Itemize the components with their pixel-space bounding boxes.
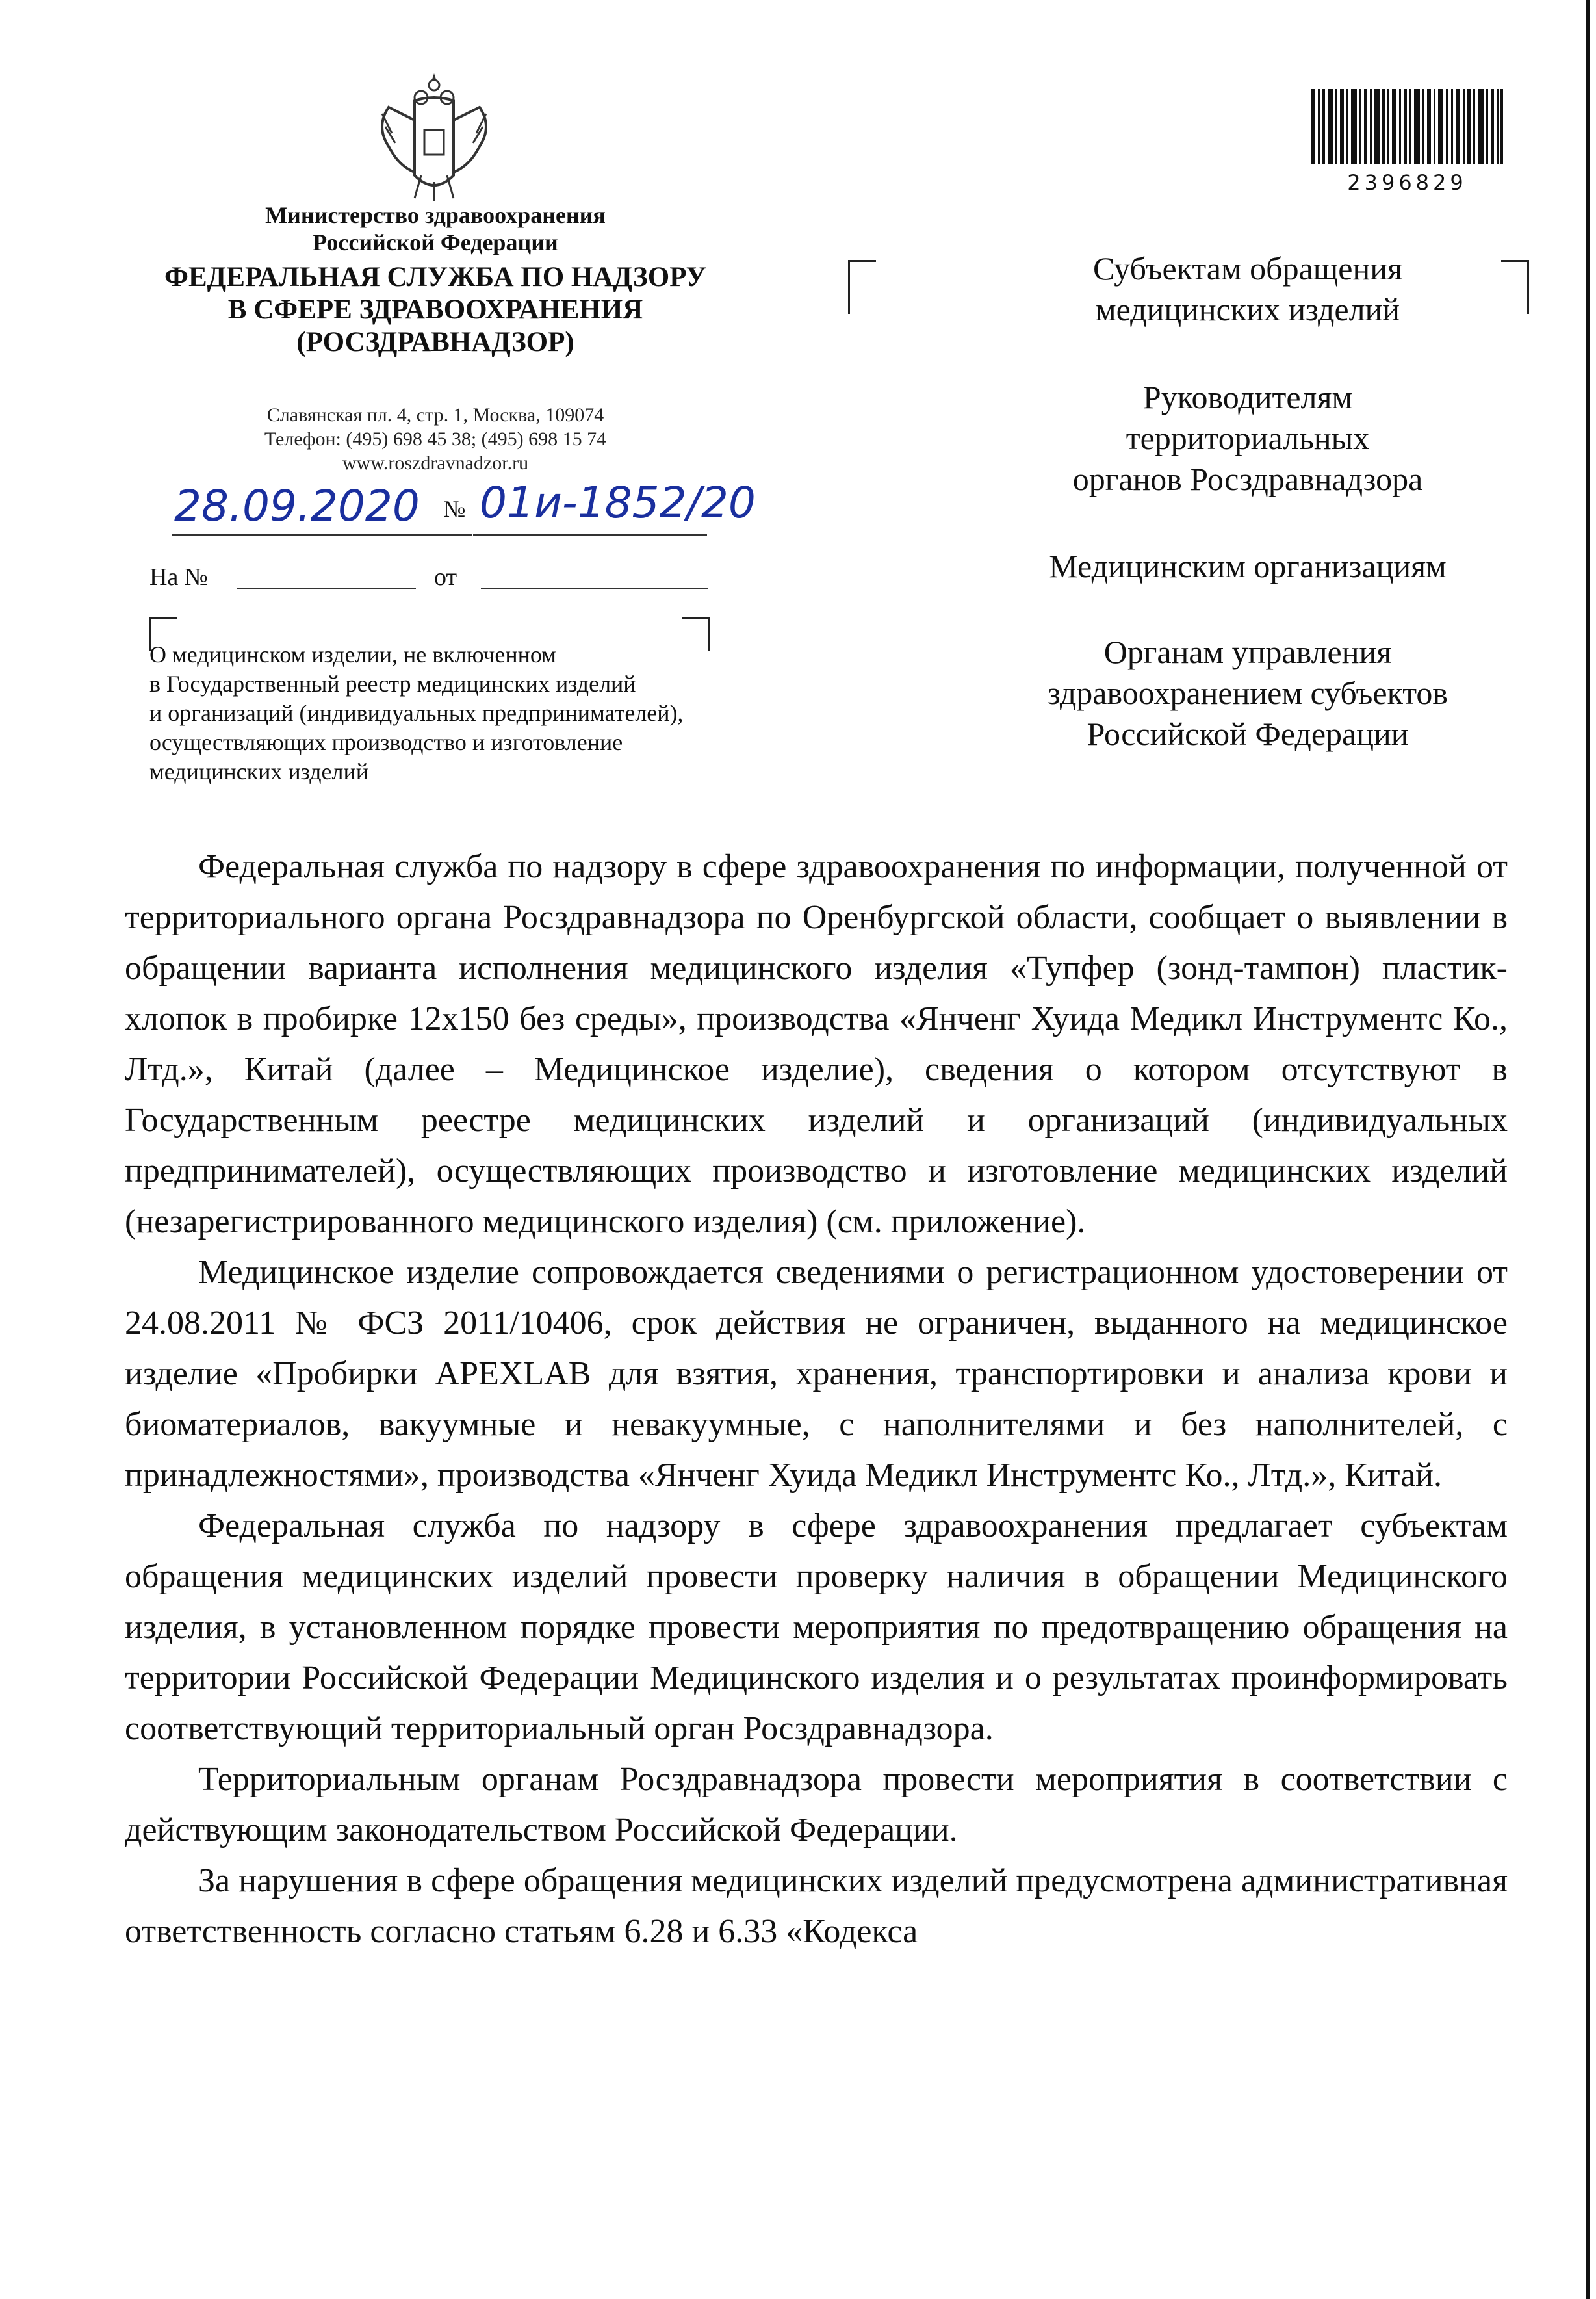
reply-date-blank: [481, 588, 708, 589]
ministry-line-2: Российской Федерации: [313, 229, 558, 255]
number-sign: №: [443, 496, 466, 522]
recipient-4-line-1: Органам управления: [1103, 634, 1392, 670]
ministry-line-1: Министерство здравоохранения: [265, 202, 606, 228]
reply-number-blank: [237, 588, 416, 589]
subject-line-3: и организаций (индивидуальных предпринимателей),: [149, 700, 684, 726]
recipient-1-line-2: медицинских изделий: [1095, 291, 1400, 328]
body-paragraph-4: Территориальным органам Росздравнадзора провести мероприятия в соответствии с действующим законодательством Российской Федерации.: [125, 1761, 1508, 1849]
recipient-medical-orgs: [910, 546, 1586, 587]
address-block: [156, 403, 715, 475]
service-name: [156, 261, 715, 359]
barcode-number: 2396829: [1347, 170, 1467, 195]
address-line: Славянская пл. 4, стр. 1, Москва, 109074: [266, 404, 604, 426]
letter-subject: [149, 640, 734, 786]
service-line-1: ФЕДЕРАЛЬНАЯ СЛУЖБА ПО НАДЗОРУ: [164, 262, 706, 292]
service-line-3: (РОСЗДРАВНАДЗОР): [296, 327, 574, 357]
recipient-2-line-3: органов Росздравнадзора: [1072, 461, 1423, 497]
handwritten-date: 28.09.2020: [174, 481, 420, 531]
recipient-4-line-3: Российской Федерации: [1087, 716, 1409, 752]
coat-of-arms-emblem: [369, 68, 499, 205]
recipient-corner-left: [848, 260, 876, 314]
ministry-name: [156, 201, 715, 256]
website-line: www.roszdravnadzor.ru: [342, 452, 529, 474]
recipient-4-line-2: здравоохранением субъектов: [1047, 675, 1448, 711]
subject-line-1: О медицинском изделии, не включенном: [149, 642, 556, 668]
recipient-territorial-heads: [910, 377, 1586, 500]
service-line-2: В СФЕРЕ ЗДРАВООХРАНЕНИЯ: [227, 294, 643, 325]
subject-line-2: в Государственный реестр медицинских изделий: [149, 671, 636, 697]
phone-line: Телефон: (495) 698 45 38; (495) 698 15 74: [264, 428, 607, 450]
body-paragraph-2: Медицинское изделие сопровождается сведениями о регистрационном удостоверении от 24.08.2011 № ФСЗ 2011/10406, срок действия не ограничен, выданного на медицинское изделие «Пробирки APEXLAB для взятия, хранения, транспортировки и анализа крови и биоматериалов, вакуумные и невакуумные, с наполнителями и без наполнителей, с принадлежностями», производства «Янченг Хуида Медикл Инструментс Ко., Лтд.», Китай.: [125, 1254, 1508, 1494]
recipient-3-line-1: Медицинским организациям: [1049, 548, 1447, 584]
recipient-health-authorities: [910, 632, 1586, 755]
recipient-2-line-1: Руководителям: [1142, 379, 1353, 415]
reply-prefix: На №: [149, 564, 209, 591]
recipient-subjects: [910, 248, 1586, 330]
letter-body: [125, 842, 1508, 1957]
scan-edge: [1586, 0, 1590, 2299]
subject-line-4: осуществляющих производство и изготовление: [149, 729, 623, 755]
body-paragraph-1: Федеральная служба по надзору в сфере здравоохранения по информации, полученной от территориального органа Росздравнадзора по Оренбургской области, сообщает о выявлении в обращении варианта исполнения медицинского изделия «Тупфер (зонд-тампон) пластик-хлопок в пробирке 12х150 без среды», производства «Янченг Хуида Медикл Инструментс Ко., Лтд.», Китай (далее – Медицинское изделие), сведения о котором отсутствуют в Государственным реестре медицинских изделий и организаций (индивидуальных предпринимателей), осуществляющих производство и изготовление медицинских изделий (незарегистрированного медицинского изделия) (см. приложение).: [125, 848, 1508, 1240]
recipient-1-line-1: Субъектам обращения: [1093, 250, 1402, 287]
handwritten-number: 01и-1852/20: [480, 478, 756, 528]
body-paragraph-5: За нарушения в сфере обращения медицинских изделий предусмотрена административная ответственность согласно статьям 6.28 и 6.33 «Кодекса: [125, 1862, 1508, 1950]
reply-from: от: [434, 564, 457, 591]
barcode: [1311, 89, 1503, 164]
number-underline: [473, 534, 707, 536]
recipient-2-line-2: территориальных: [1126, 420, 1370, 456]
date-underline: [172, 534, 472, 536]
subject-line-5: медицинских изделий: [149, 759, 369, 785]
body-paragraph-3: Федеральная служба по надзору в сфере здравоохранения предлагает субъектам обращения медицинских изделий провести проверку наличия в обращении Медицинского изделия, в установленном порядке провести мероприятия по предотвращению обращения на территории Российской Федерации Медицинского изделия и о результатах проинформировать соответствующий территориальный орган Росздравнадзора.: [125, 1507, 1508, 1747]
